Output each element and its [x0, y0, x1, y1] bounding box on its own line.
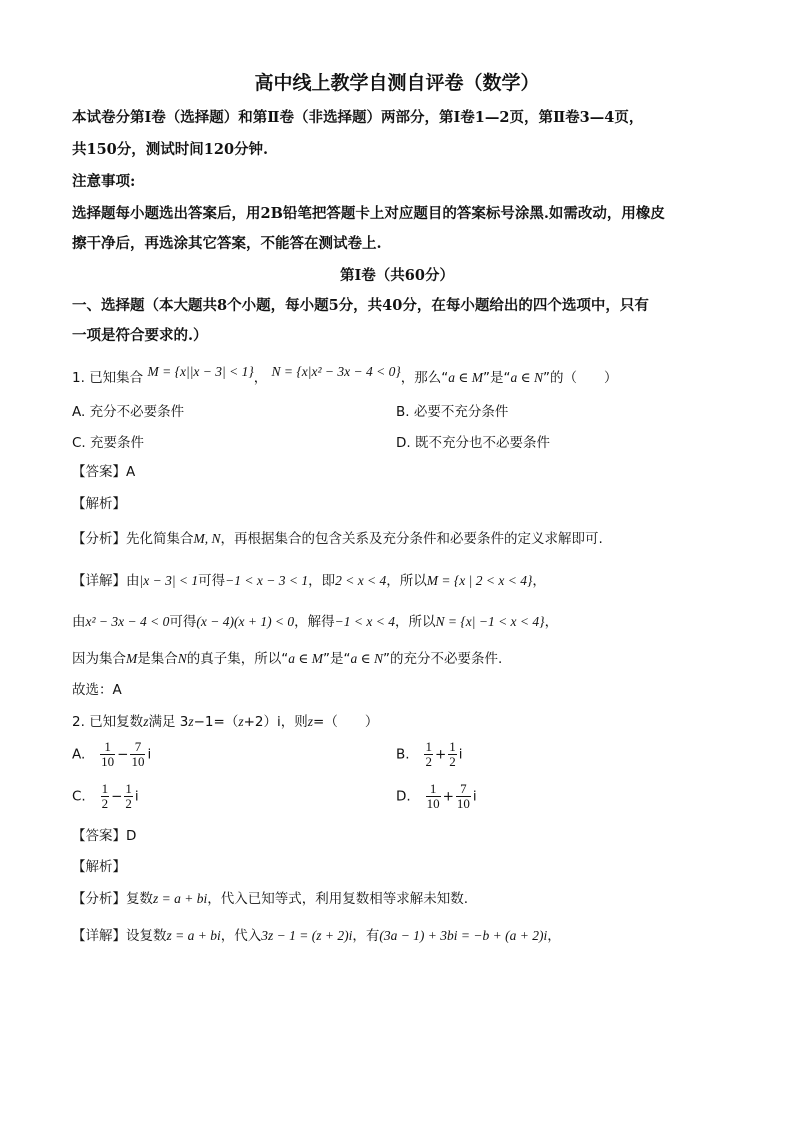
option-label: D. — [396, 788, 411, 805]
section-heading-line-2: 一项是符合要求的.） — [72, 327, 208, 344]
condition-a-in-n: a ∈ N — [510, 370, 544, 385]
imaginary-unit: i — [472, 788, 477, 805]
math-expression: M = {x | 2 < x < 4} — [426, 573, 533, 588]
denominator: 10 — [456, 796, 470, 811]
stem-text: ”的（ ） — [543, 370, 618, 386]
stem-text: −1=（ — [193, 714, 239, 730]
analysis-text: 先化简集合 — [126, 531, 194, 547]
analysis-line — [72, 529, 603, 549]
option-a — [72, 740, 151, 769]
denominator: 2 — [449, 754, 456, 769]
analysis-text: ，代入已知等式，利用复数相等求解未知数. — [207, 891, 469, 907]
option-b — [396, 740, 463, 769]
math-expression: a ∈ M — [288, 651, 324, 666]
denominator: 2 — [125, 796, 132, 811]
denominator: 10 — [426, 796, 440, 811]
imaginary-unit: i — [458, 746, 463, 763]
detail-text: 由 — [126, 573, 140, 589]
stem-text: ， — [253, 370, 268, 386]
numerator: 1 — [449, 739, 456, 754]
set-n-expression: N = {x|x² − 3x − 4 < 0} — [271, 364, 401, 379]
denominator: 10 — [131, 754, 145, 769]
imaginary-unit: i — [134, 788, 139, 805]
detail-line-1 — [72, 571, 546, 591]
detail-line-2 — [72, 612, 558, 632]
notes-heading: 注意事项: — [72, 173, 136, 190]
math-expression: z = a + bi — [153, 891, 208, 906]
option-label: C. — [72, 788, 86, 805]
section-heading-line-1: 一、选择题（本大题共8个小题，每小题5分，共40分，在每小题给出的四个选项中，只有 — [72, 297, 649, 314]
option-d — [396, 782, 477, 811]
detail-text: 设复数 — [126, 928, 167, 944]
fraction — [130, 740, 145, 769]
math-expression: N = {x| −1 < x < 4} — [435, 614, 545, 629]
question-1-stem — [72, 364, 618, 388]
math-expression: M, N — [193, 531, 221, 546]
denominator: 2 — [101, 796, 109, 811]
fraction — [101, 782, 110, 811]
detail-text: ，代入 — [220, 928, 262, 944]
imaginary-unit: i — [147, 746, 152, 763]
math-expression: x² − 3x − 4 < 0 — [85, 614, 170, 629]
detail-text: ，解得 — [294, 614, 335, 630]
operator: − — [111, 788, 123, 805]
numerator: 1 — [426, 782, 441, 797]
math-expression: N — [177, 651, 187, 666]
operator: + — [442, 788, 454, 805]
detail-line — [72, 926, 561, 946]
numerator: 1 — [425, 739, 432, 754]
math-expression: −1 < x − 3 < 1 — [225, 573, 309, 588]
solution-heading: 【解析】 — [72, 859, 126, 875]
numerator: 1 — [125, 781, 132, 796]
page-title: 高中线上教学自测自评卷（数学） — [254, 72, 540, 94]
operator: − — [117, 746, 129, 763]
option-label: A. — [72, 746, 86, 763]
detail-text: ”的充分不必要条件. — [383, 651, 503, 667]
fraction — [124, 782, 133, 811]
numerator: 7 — [456, 782, 471, 797]
math-expression: a ∈ N — [350, 651, 384, 666]
math-expression: z — [143, 714, 149, 729]
math-expression: |x − 3| < 1 — [139, 573, 199, 588]
option-d: D. 既不充分也不必要条件 — [396, 435, 550, 451]
fraction — [424, 740, 433, 769]
answer-line — [72, 826, 136, 846]
analysis-text: 复数 — [126, 891, 153, 907]
detail-tag: 【详解】 — [72, 928, 126, 944]
answer-line — [72, 462, 135, 482]
solution-heading: 【解析】 — [72, 496, 126, 512]
fraction — [448, 740, 457, 769]
detail-text: ，有 — [352, 928, 380, 944]
detail-text: ，所以 — [395, 614, 436, 630]
math-expression: −1 < x < 4 — [334, 614, 395, 629]
analysis-tag: 【分析】 — [72, 891, 126, 907]
stem-text: ，那么“ — [400, 370, 449, 386]
option-c: C. 充要条件 — [72, 435, 145, 451]
fraction — [100, 740, 115, 769]
detail-text: 由 — [72, 614, 86, 630]
math-expression: (3a − 1) + 3bi = −b + (a + 2)i — [379, 928, 548, 943]
math-expression: (x − 4)(x + 1) < 0 — [196, 614, 295, 629]
answer-value: D — [126, 828, 137, 844]
fraction — [456, 782, 471, 811]
option-a: A. 充分不必要条件 — [72, 404, 185, 420]
math-expression: z = a + bi — [166, 928, 221, 943]
detail-text: 是集合 — [137, 651, 178, 667]
stem-text: ”是“ — [483, 370, 511, 386]
answer-tag: 【答案】 — [72, 828, 126, 844]
detail-text: ”是“ — [323, 651, 351, 667]
detail-text: ， — [547, 928, 561, 944]
detail-text: ， — [532, 573, 546, 589]
detail-text: 可得 — [198, 573, 226, 589]
math-expression: M — [126, 651, 138, 666]
detail-line-3 — [72, 649, 502, 669]
answer-tag: 【答案】 — [72, 464, 126, 480]
notes-line-1: 选择题每小题选出答案后，用2B铅笔把答题卡上对应题目的答案标号涂黑.如需改动，用橡皮 — [72, 205, 665, 222]
detail-text: ，即 — [308, 573, 336, 589]
detail-text: 因为集合 — [72, 651, 126, 667]
detail-text: ， — [544, 614, 559, 630]
choice-line: 故选：A — [72, 682, 122, 698]
numerator: 1 — [101, 781, 109, 796]
question-number: 1. — [72, 370, 85, 386]
detail-text: 可得 — [169, 614, 197, 630]
operator: + — [434, 746, 447, 763]
analysis-text: ，再根据集合的包含关系及充分条件和必要条件的定义求解即可. — [220, 531, 603, 547]
math-expression: z — [188, 714, 194, 729]
intro-line-1: 本试卷分第Ⅰ卷（选择题）和第Ⅱ卷（非选择题）两部分，第Ⅰ卷1—2页，第Ⅱ卷3—4页， — [72, 109, 644, 126]
fraction — [426, 782, 441, 811]
stem-text: +2）i，则 — [243, 714, 308, 730]
detail-tag: 【详解】 — [72, 573, 126, 589]
question-number: 2. — [72, 714, 85, 730]
detail-text: ，所以 — [386, 573, 427, 589]
condition-a-in-m: a ∈ M — [448, 370, 484, 385]
stem-text: 已知集合 — [89, 370, 144, 386]
numerator: 7 — [130, 740, 145, 755]
denominator: 2 — [425, 754, 432, 769]
option-label: B. — [396, 746, 410, 763]
notes-line-2: 擦干净后，再选涂其它答案，不能答在测试卷上. — [72, 235, 382, 252]
detail-text: 的真子集，所以“ — [186, 651, 289, 667]
stem-text: 满足 3 — [148, 714, 189, 730]
denominator: 10 — [101, 754, 115, 769]
math-expression: 2 < x < 4 — [335, 573, 387, 588]
math-expression: 3z − 1 = (z + 2)i — [261, 928, 353, 943]
analysis-line — [72, 889, 468, 909]
option-b: B. 必要不充分条件 — [396, 404, 509, 420]
math-expression: z — [238, 714, 244, 729]
set-m-expression: M = {x||x − 3| < 1} — [147, 364, 254, 379]
math-expression: z — [307, 714, 314, 729]
answer-value: A — [126, 464, 136, 480]
analysis-tag: 【分析】 — [72, 531, 126, 547]
part-title: 第Ⅰ卷（共60分） — [340, 267, 454, 284]
option-c — [72, 782, 139, 811]
stem-text: =（ ） — [313, 714, 379, 730]
question-2-stem — [72, 712, 378, 732]
stem-text: 已知复数 — [89, 714, 144, 730]
intro-line-2: 共150分，测试时间120分钟. — [72, 141, 269, 158]
numerator: 1 — [100, 740, 115, 755]
